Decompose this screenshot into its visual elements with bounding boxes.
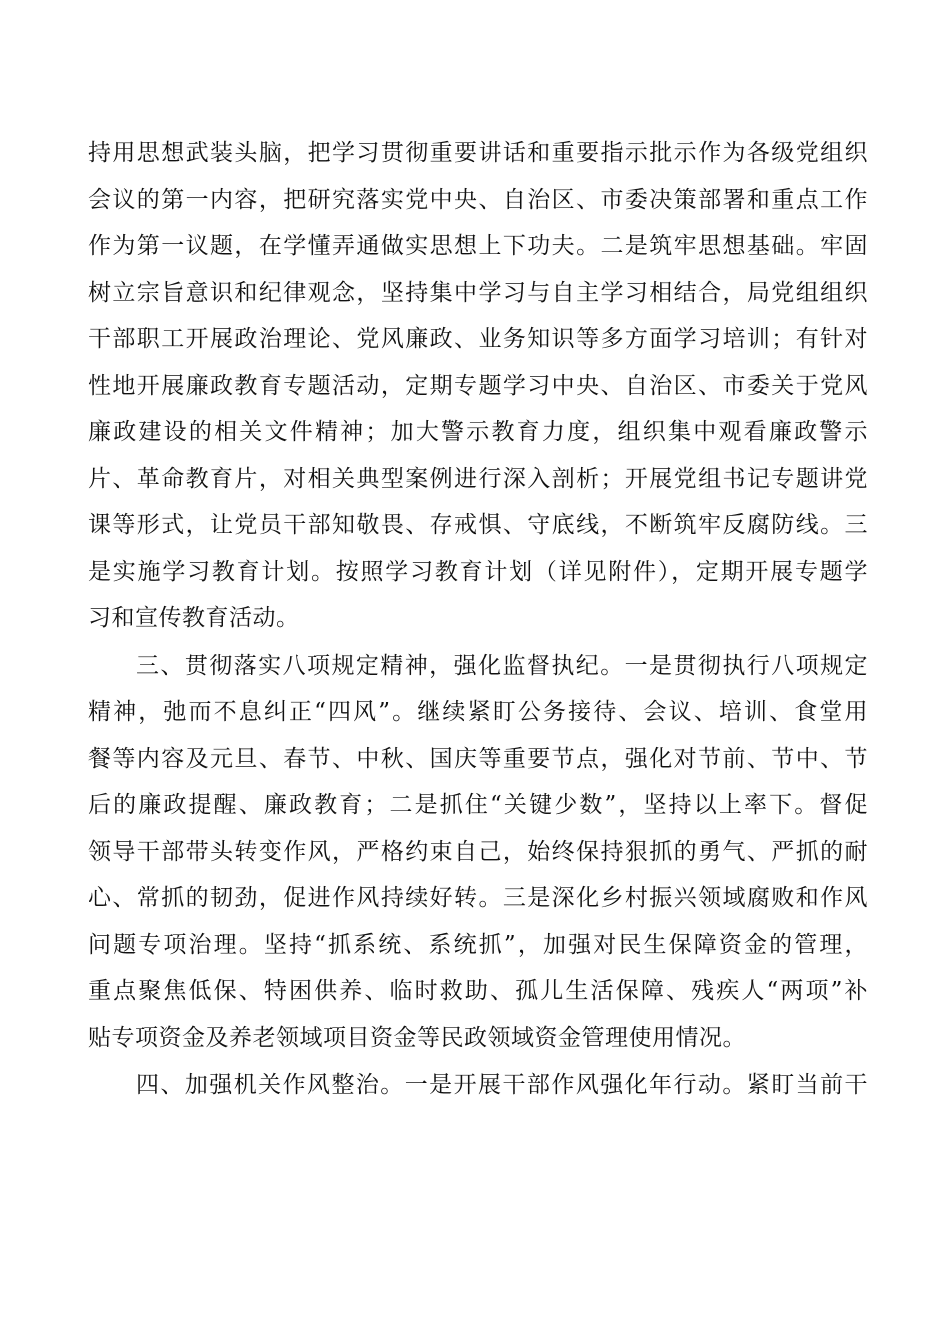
paragraph-line: 是实施学习教育计划。按照学习教育计划（详见附件），定期开展专题学	[88, 558, 868, 585]
paragraph-line: 三、贯彻落实八项规定精神，强化监督执纪。一是贯彻执行八项规定	[136, 652, 868, 679]
paragraph-line: 作为第一议题，在学懂弄通做实思想上下功夫。二是筑牢思想基础。牢固	[88, 233, 868, 259]
paragraph-line: 精神，弛而不息纠正“四风”。继续紧盯公务接待、会议、培训、食堂用	[88, 699, 868, 725]
paragraph-study	[88, 130, 868, 642]
paragraph-line: 四、加强机关作风整治。一是开展干部作风强化年行动。紧盯当前干	[136, 1072, 868, 1098]
paragraph-line: 持用思想武装头脑，把学习贯彻重要讲话和重要指示批示作为各级党组织	[88, 140, 868, 166]
paragraph-line: 餐等内容及元旦、春节、中秋、国庆等重要节点，强化对节前、节中、节	[88, 745, 868, 772]
paragraph-line: 重点聚焦低保、特困供养、临时救助、孤儿生活保障、残疾人“两项”补	[88, 978, 868, 1004]
paragraph-line: 课等形式，让党员干部知敬畏、存戒惧、守底线，不断筑牢反腐防线。三	[88, 512, 868, 538]
document-body	[88, 130, 868, 1109]
paragraph-line: 后的廉政提醒、廉政教育；二是抓住“关键少数”，坚持以上率下。督促	[88, 792, 868, 818]
paragraph-eight-rules	[88, 643, 868, 1062]
paragraph-line: 问题专项治理。坚持“抓系统、系统抓”，加强对民生保障资金的管理，	[88, 931, 868, 958]
paragraph-work-style	[88, 1062, 868, 1109]
paragraph-line: 性地开展廉政教育专题活动，定期专题学习中央、自治区、市委关于党风	[88, 372, 868, 399]
paragraph-line: 习和宣传教育活动。	[88, 605, 300, 631]
paragraph-line: 片、革命教育片，对相关典型案例进行深入剖析；开展党组书记专题讲党	[88, 465, 868, 492]
paragraph-line: 廉政建设的相关文件精神；加大警示教育力度，组织集中观看廉政警示	[88, 419, 868, 445]
paragraph-line: 心、常抓的韧劲，促进作风持续好转。三是深化乡村振兴领域腐败和作风	[88, 885, 868, 911]
paragraph-line: 会议的第一内容，把研究落实党中央、自治区、市委决策部署和重点工作	[88, 186, 868, 213]
paragraph-line: 树立宗旨意识和纪律观念，坚持集中学习与自主学习相结合，局党组组织	[88, 279, 868, 306]
paragraph-line: 干部职工开展政治理论、党风廉政、业务知识等多方面学习培训；有针对	[88, 326, 868, 352]
paragraph-line: 领导干部带头转变作风，严格约束自己，始终保持狠抓的勇气、严抓的耐	[88, 838, 868, 865]
paragraph-line: 贴专项资金及养老领域项目资金等民政领域资金管理使用情况。	[88, 1024, 746, 1051]
